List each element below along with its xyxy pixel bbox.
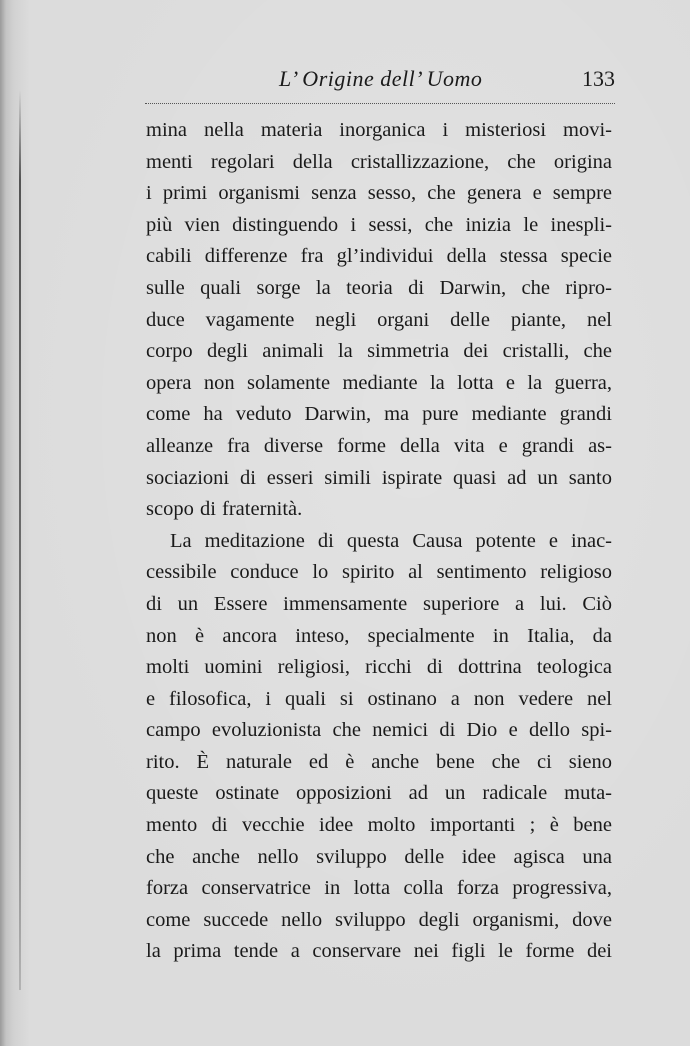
text-line: alleanze fra diverse forme della vita e grandi as- xyxy=(146,434,612,457)
text-line: sociazioni di esseri simili ispirate quasi ad un santo xyxy=(146,466,612,489)
text-line: mento di vecchie idee molto importanti ; è bene xyxy=(146,814,612,837)
text-line: opera non solamente mediante la lotta e la guerra, xyxy=(146,371,612,394)
header-rule xyxy=(145,103,615,104)
text-line: campo evoluzionista che nemici di Dio e dello spi- xyxy=(146,719,612,742)
running-title: L’ Origine dell’ Uomo xyxy=(279,66,483,91)
spine-edge xyxy=(19,90,21,990)
text-line: più vien distinguendo i sessi, che inizia le inespli- xyxy=(146,213,612,236)
text-line: duce vagamente negli organi delle piante, nel xyxy=(146,308,612,331)
text-line: i primi organismi senza sesso, che genera e sempre xyxy=(146,182,612,205)
text-line: scopo di fraternità. xyxy=(146,498,303,521)
page-header xyxy=(145,66,615,100)
text-line: molti uomini religiosi, ricchi di dottrina teologica xyxy=(146,656,612,679)
binding-shadow xyxy=(0,0,30,1046)
text-line: come succede nello sviluppo degli organismi, dove xyxy=(146,908,612,931)
text-line: cabili differenze fra gl’individui della stessa specie xyxy=(146,245,612,268)
text-line: di un Essere immensamente superiore a lui. Ciò xyxy=(146,592,612,615)
text-line: queste ostinate opposizioni ad un radicale muta- xyxy=(146,782,612,805)
body-text xyxy=(146,115,612,968)
text-line: sulle quali sorge la teoria di Darwin, che ripro- xyxy=(146,276,612,299)
text-line: la prima tende a conservare nei figli le forme dei xyxy=(146,940,612,963)
text-line: mina nella materia inorganica i misteriosi movi- xyxy=(146,119,612,141)
page-number: 133 xyxy=(582,66,615,91)
text-line: come ha veduto Darwin, ma pure mediante grandi xyxy=(146,403,612,426)
text-line: rito. È naturale ed è anche bene che ci sieno xyxy=(146,750,612,773)
text-line: e filosofica, i quali si ostinano a non vedere nel xyxy=(146,687,612,710)
text-line: menti regolari della cristallizzazione, che origina xyxy=(146,150,612,173)
text-line: cessibile conduce lo spirito al sentimento religioso xyxy=(146,561,612,584)
text-line: non è ancora inteso, specialmente in Italia, da xyxy=(146,624,612,647)
text-line: La meditazione di questa Causa potente e inac- xyxy=(170,529,612,552)
text-line: che anche nello sviluppo delle idee agisca una xyxy=(146,845,612,868)
text-line: corpo degli animali la simmetria dei cristalli, che xyxy=(146,340,612,363)
text-line: forza conservatrice in lotta colla forza progressiva, xyxy=(146,877,612,900)
